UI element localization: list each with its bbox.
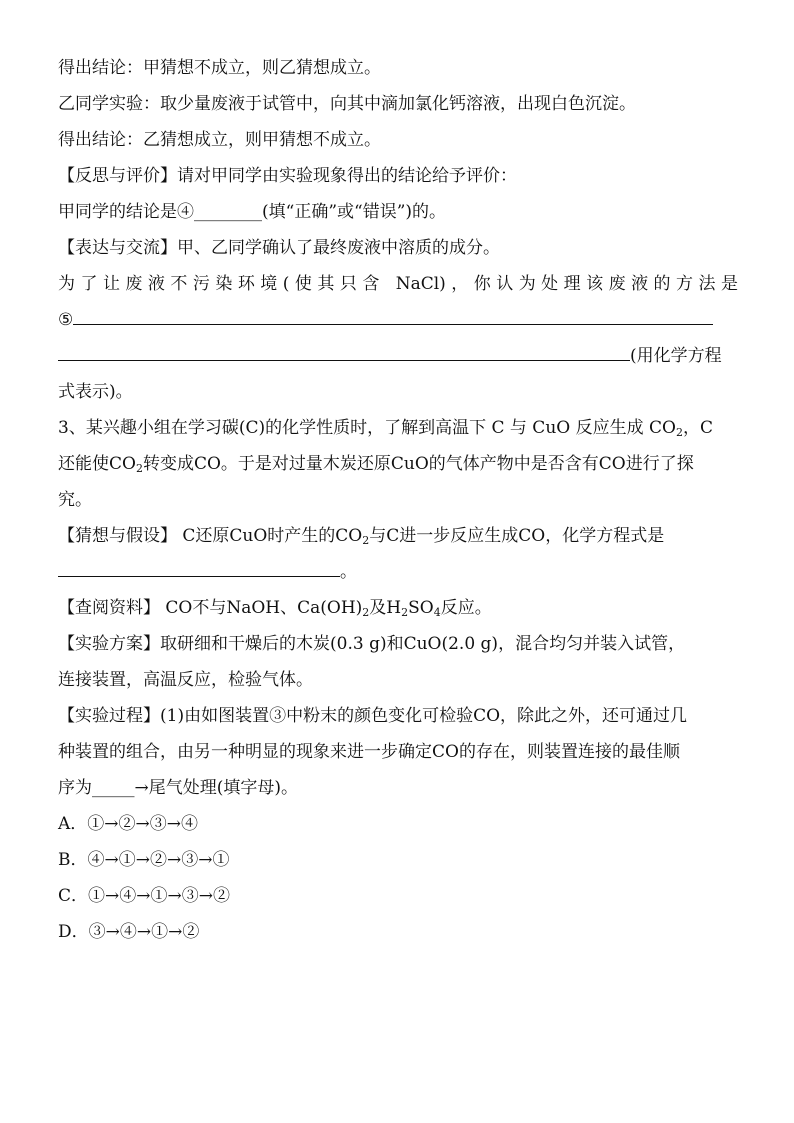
subscript: 2 [401,606,409,619]
process-line-1: 【实验过程】(1)由如图装置③中粉末的颜色变化可检验CO，除此之外，还可通过几 [58,706,688,726]
subscript: 2 [675,426,683,439]
hypothesis-a: 【猜想与假设】 C还原CuO时产生的CO [58,526,363,546]
option-a[interactable]: A．①→②→③→④ [58,814,199,834]
answer-blank-5[interactable] [73,306,713,325]
expression-heading: 【表达与交流】甲、乙同学确认了最终废液中溶质的成分。 [58,238,500,258]
option-b[interactable]: B．④→①→②→③→① [58,850,230,870]
plan-line-1: 【实验方案】取研细和干燥后的木炭(0.3 g)和CuO(2.0 g)，混合均匀并装入试管， [58,634,686,654]
reference-line [58,590,738,626]
circled-5: ⑤ [58,310,74,330]
conclusion-line-2: 得出结论：乙猜想成立，则甲猜想不成立。 [58,130,381,150]
period: 。 [340,562,357,582]
answer-5-line [58,302,738,338]
subscript: 2 [362,534,370,547]
document-page [58,50,738,950]
answer-4-line: 甲同学的结论是④________(填“正确”或“错误”)的。 [58,202,447,222]
process-line-3: 序为_____→尾气处理(填字母)。 [58,778,299,798]
subscript: 4 [433,606,441,619]
q3-text-a: 3、某兴趣小组在学习碳(C)的化学性质时，了解到高温下 C 与 CuO 反应生成 CO [58,418,676,438]
question-3-line-3: 究。 [58,490,92,510]
subscript: 2 [135,462,143,475]
reference-d: 反应。 [440,598,492,618]
answer-blank-5b[interactable] [58,342,630,361]
subscript: 2 [362,606,370,619]
hypothesis-line [58,518,738,554]
experiment-b-line: 乙同学实验：取少量废液于试管中，向其中滴加氯化钙溶液，出现白色沉淀。 [58,94,636,114]
question-3-intro [58,410,738,446]
q3-text-b: ，C [682,418,713,438]
process-line-2: 种装置的组合，由另一种明显的现象来进一步确定CO的存在，则装置连接的最佳顺 [58,742,680,762]
reference-a: 【查阅资料】 CO不与NaOH、Ca(OH) [58,598,363,618]
answer-5-continue [58,338,738,374]
reference-c: SO [408,598,434,618]
option-c[interactable]: C．①→④→①→③→② [58,886,230,906]
conclusion-line-1: 得出结论：甲猜想不成立，则乙猜想成立。 [58,58,381,78]
reflection-heading: 【反思与评价】请对甲同学由实验现象得出的结论给予评价： [58,166,517,186]
hypothesis-b: 与C进一步反应生成CO，化学方程式是 [369,526,665,546]
q3-line2-b: 转变成CO。于是对过量木炭还原CuO的气体产物中是否含有CO进行了探 [142,454,694,474]
q3-line2-a: 还能使CO [58,454,136,474]
equation-hint-end: 式表示)。 [58,382,133,402]
disposal-question: 为了让废液不污染环境(使其只含 NaCl)，你认为处理该废液的方法是 [58,274,738,294]
plan-line-2: 连接装置，高温反应，检验气体。 [58,670,313,690]
option-d[interactable]: D．③→④→①→② [58,922,200,942]
equation-hint: (用化学方程 [630,346,722,366]
question-3-line-2 [58,446,738,482]
reference-b: 及H [369,598,402,618]
equation-answer-line [58,554,738,590]
equation-blank[interactable] [58,558,340,577]
